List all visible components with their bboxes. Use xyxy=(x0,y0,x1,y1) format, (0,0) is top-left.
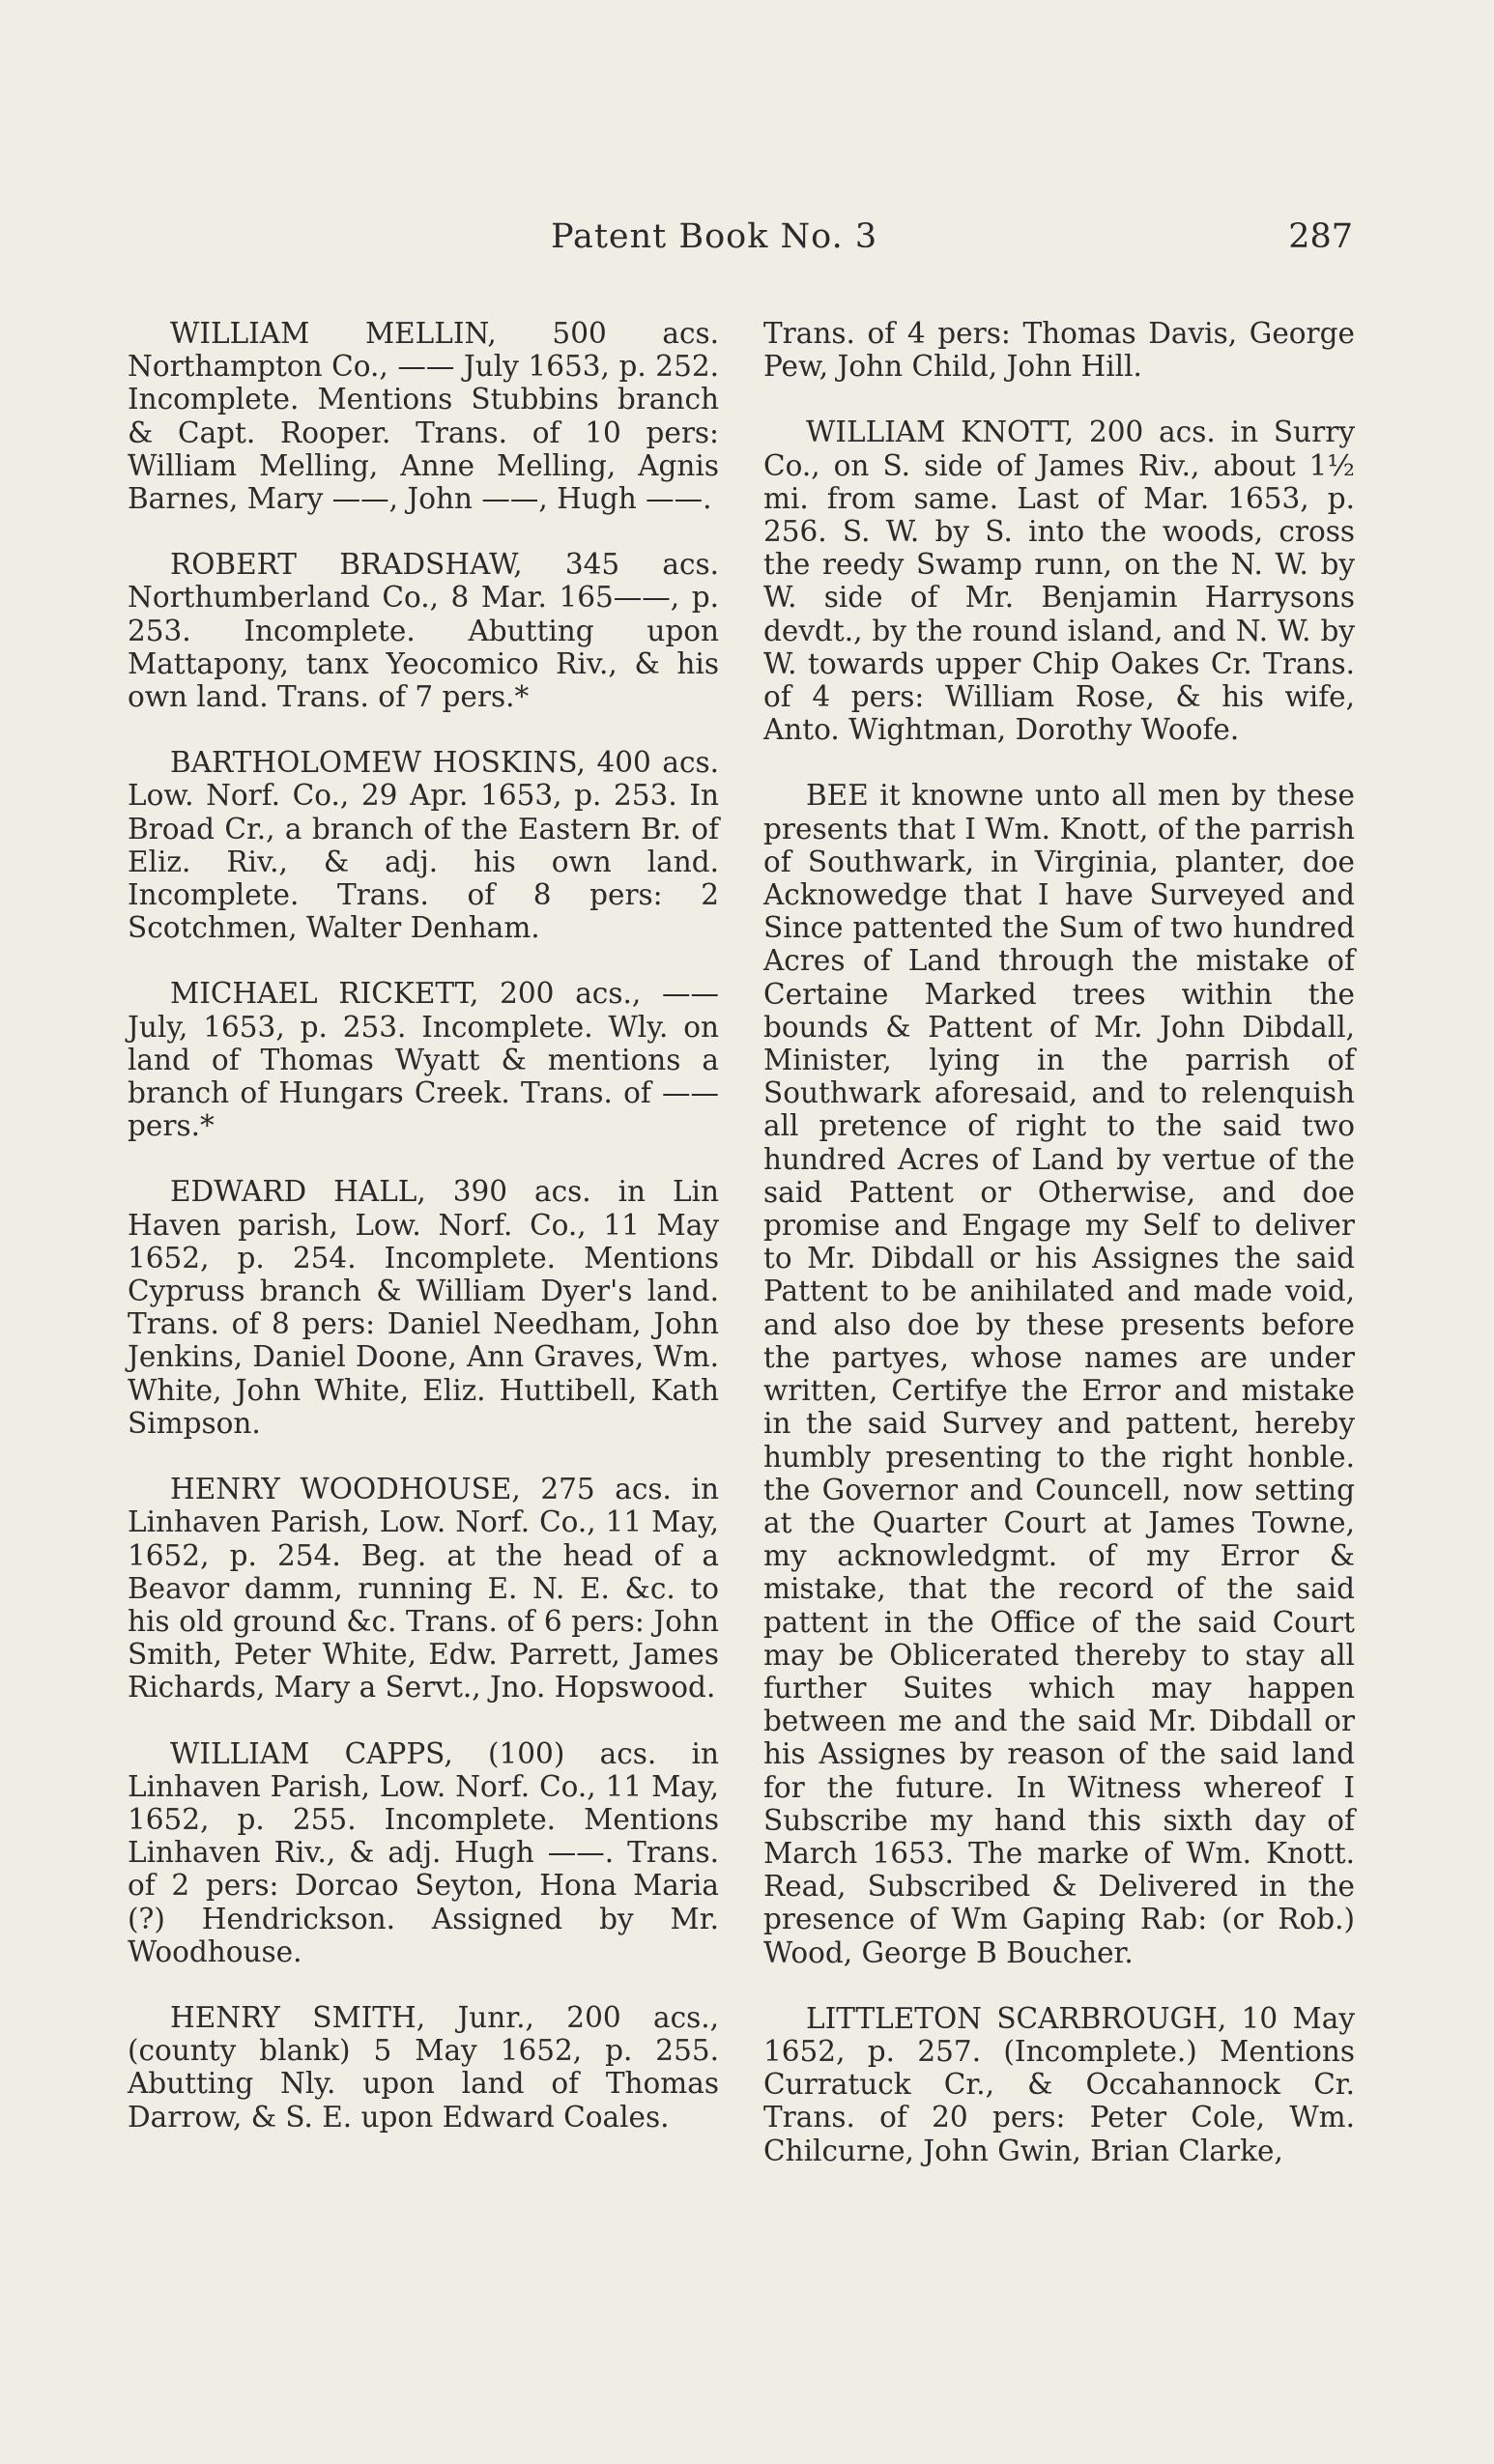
patent-entry: WILLIAM CAPPS, (100) acs. in Linhaven Parish, Low. Norf. Co., 11 May, 1652, p. 255. Incomplete. Mentions Linhaven Riv., & adj. Hugh ——. Trans. of 2 pers: Dorcao Seyton, Hona Maria (?) Hendrickson. Assigned by Mr. Woodhouse. xyxy=(128,1736,719,1968)
continued-entry: Trans. of 4 pers: Thomas Davis, George Pew, John Child, John Hill. xyxy=(763,317,1355,384)
running-title: Patent Book No. 3 xyxy=(551,217,878,256)
patent-entry: LITTLETON SCARBROUGH, 10 May 1652, p. 257. (Incomplete.) Mentions Curratuck Cr., & Occahannock Cr. Trans. of 20 pers: Peter Cole, Wm. Chilcurne, John Gwin, Brian Clarke, xyxy=(763,2001,1355,2167)
patent-entry: BARTHOLOMEW HOSKINS, 400 acs. Low. Norf. Co., 29 Apr. 1653, p. 253. In Broad Cr., a branch of the Eastern Br. of Eliz. Riv., & adj. his own land. Incomplete. Trans. of 8 pers: 2 Scotchmen, Walter Denham. xyxy=(128,746,719,945)
patent-entry: ROBERT BRADSHAW, 345 acs. Northumberland Co., 8 Mar. 165——, p. 253. Incomplete. Abutting upon Mattapony, tanx Yeocomico Riv., & his own land. Trans. of 7 pers.* xyxy=(128,548,719,714)
patent-entry: WILLIAM KNOTT, 200 acs. in Surry Co., on S. side of James Riv., about 1½ mi. from same. Last of Mar. 1653, p. 256. S. W. by S. into the woods, cross the reedy Swamp runn, on the N. W. by W. side of Mr. Benjamin Harrysons devdt., by the round island, and N. W. by W. towards upper Chip Oakes Cr. Trans. of 4 pers: William Rose, & his wife, Anto. Wightman, Dorothy Woofe. xyxy=(763,415,1355,747)
page-number: 287 xyxy=(1288,217,1353,256)
deed-text: BEE it knowne unto all men by these presents that I Wm. Knott, of the parrish of Southwark, in Virginia, planter, doe Acknowedge that I have Surveyed and Since pattented the Sum of two hundred Acres of Land through the mistake of Certaine Marked trees within the bounds & Pattent of Mr. John Dibdall, Minister, lying in the parrish of Southwark aforesaid, and to relenquish all pretence of right to the said two hundred Acres of Land by vertue of the said Pattent or Otherwise, and doe promise and Engage my Self to deliver to Mr. Dibdall or his Assignes the said Pattent to be anihilated and made void, and also doe by these presents before the partyes, whose names are under written, Certifye the Error and mistake in the said Survey and pattent, hereby humbly presenting to the right honble. the Governor and Councell, now setting at the Quarter Court at James Towne, my acknowledgmt. of my Error & mistake, that the record of the said pattent in the Office of the said Court may be Oblicerated thereby to stay all further Suites which may happen between me and the said Mr. Dibdall or his Assignes by reason of the said land for the future. In Witness whereof I Subscribe my hand this sixth day of March 1653. The marke of Wm. Knott. Read, Subscribed & Delivered in the presence of Wm Gaping Rab: (or Rob.) Wood, George B Boucher. xyxy=(763,779,1355,1969)
running-header xyxy=(551,217,1353,262)
patent-entry: HENRY WOODHOUSE, 275 acs. in Linhaven Parish, Low. Norf. Co., 11 May, 1652, p. 254. Beg. at the head of a Beavor damm, running E. N. E. &c. to his old ground &c. Trans. of 6 pers: John Smith, Peter White, Edw. Parrett, James Richards, Mary a Servt., Jno. Hopswood. xyxy=(128,1473,719,1705)
right-column xyxy=(763,317,1355,2167)
patent-entry: HENRY SMITH, Junr., 200 acs., (county blank) 5 May 1652, p. 255. Abutting Nly. upon land of Thomas Darrow, & S. E. upon Edward Coales. xyxy=(128,2000,719,2134)
patent-entry: WILLIAM MELLIN, 500 acs. Northampton Co., —— July 1653, p. 252. Incomplete. Mentions Stubbins branch & Capt. Rooper. Trans. of 10 pers: William Melling, Anne Melling, Agnis Barnes, Mary ——, John ——, Hugh ——. xyxy=(128,317,719,516)
patent-entry: MICHAEL RICKETT, 200 acs., —— July, 1653, p. 253. Incomplete. Wly. on land of Thomas Wyatt & mentions a branch of Hungars Creek. Trans. of —— pers.* xyxy=(128,977,719,1143)
patent-entry: EDWARD HALL, 390 acs. in Lin Haven parish, Low. Norf. Co., 11 May 1652, p. 254. Incomplete. Mentions Cypruss branch & William Dyer's land. Trans. of 8 pers: Daniel Needham, John Jenkins, Daniel Doone, Ann Graves, Wm. White, John White, Eliz. Huttibell, Kath Simpson. xyxy=(128,1175,719,1440)
left-column xyxy=(128,317,719,2134)
